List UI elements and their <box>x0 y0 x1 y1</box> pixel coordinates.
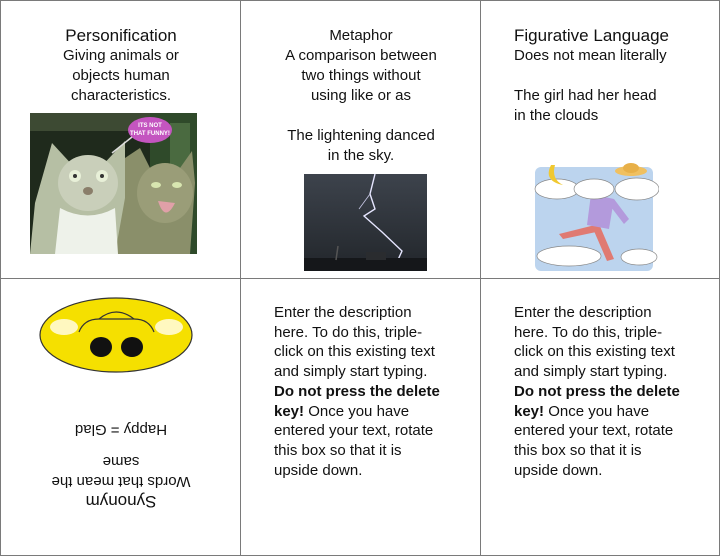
card-figurative-language <box>480 0 720 279</box>
smiley-face-image <box>39 297 194 373</box>
card-metaphor <box>240 0 481 279</box>
cats-image <box>30 113 197 254</box>
definition-line: two things without <box>301 67 421 84</box>
synonym-text <box>1 419 241 511</box>
lightning-image <box>304 174 427 271</box>
definition-line: A comparison between <box>285 47 437 64</box>
definition-line: Does not mean literally <box>514 47 667 64</box>
warning-text: Do not press the delete key! <box>274 382 440 420</box>
card-synonym <box>0 278 241 556</box>
head-in-clouds-image <box>529 159 659 274</box>
card-title: Synonym <box>85 492 157 511</box>
example-line: in the sky. <box>327 147 395 164</box>
definition-line: same <box>102 453 140 470</box>
figurative-text <box>514 26 714 126</box>
definition-line: Words that mean the <box>51 473 191 490</box>
definition-line: using like or as <box>310 87 412 104</box>
instructions-text: Enter the description here. To do this, triple-click on this existing text and simply start typing. <box>274 304 435 381</box>
example-line: The lightening danced <box>287 127 435 144</box>
instructions-text-cont: Once you have entered your text, rotate this box so that it is upside down. <box>514 402 674 479</box>
personification-text <box>1 26 241 106</box>
instructions-text-cont: Once you have entered your text, rotate this box so that it is upside down. <box>274 402 434 479</box>
example-line: Happy = Glad <box>74 421 168 438</box>
placeholder-description[interactable] <box>274 303 449 480</box>
bubble-line-1: ITS NOT <box>138 123 162 129</box>
example-line: in the clouds <box>514 107 599 124</box>
card-placeholder-1[interactable] <box>240 278 481 556</box>
card-placeholder-2[interactable] <box>480 278 720 556</box>
metaphor-text <box>241 26 481 166</box>
bubble-line-2: THAT FUNNY! <box>130 131 170 137</box>
card-title: Metaphor <box>329 27 393 44</box>
card-title: Personification <box>65 26 177 45</box>
placeholder-description[interactable] <box>514 303 689 480</box>
definition-line: objects human <box>72 67 170 84</box>
example-line: The girl had her head <box>514 87 657 104</box>
card-title: Figurative Language <box>514 26 670 45</box>
definition-line: characteristics. <box>70 87 172 104</box>
definition-line: Giving animals or <box>63 47 179 64</box>
warning-text: Do not press the delete key! <box>514 382 680 420</box>
card-personification <box>0 0 241 279</box>
instructions-text: Enter the description here. To do this, triple-click on this existing text and simply start typing. <box>514 304 675 381</box>
